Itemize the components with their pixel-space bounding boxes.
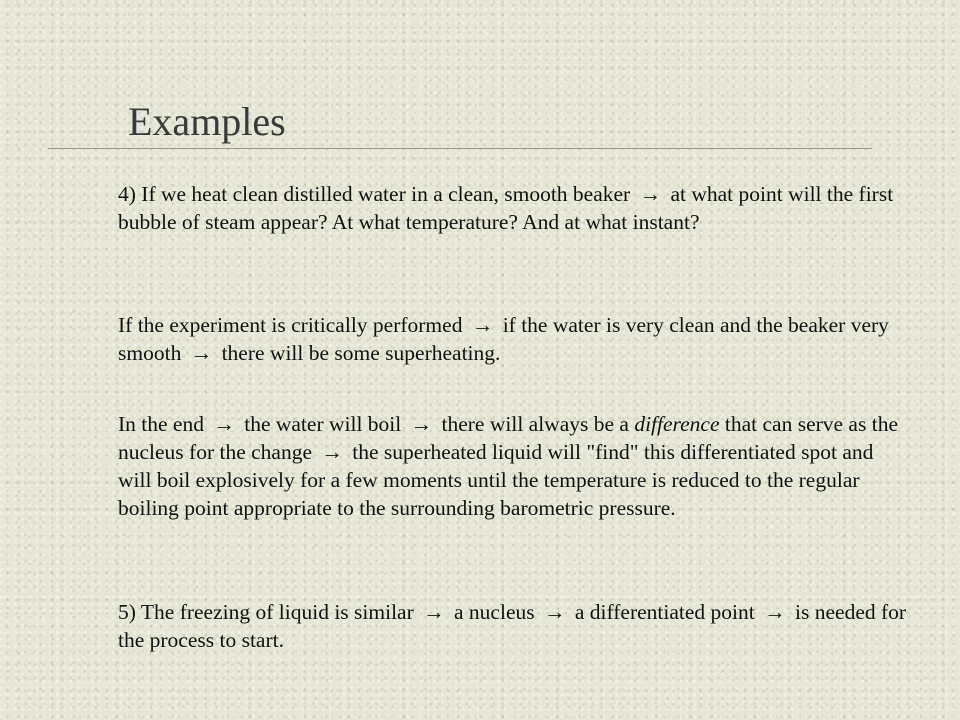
right-arrow-icon: → [190, 341, 213, 365]
right-arrow-icon: → [423, 600, 445, 624]
paragraph-superheating [118, 311, 908, 367]
p3-text-1: In the end [118, 412, 204, 436]
right-arrow-icon: → [764, 600, 786, 624]
p3-text-4: that can serve as the nucleus for the change [118, 412, 898, 464]
right-arrow-icon: → [410, 412, 433, 436]
title-divider [48, 148, 872, 149]
p3-text-5: the superheated liquid will "find" this differentiated spot and will boil explosively for a few moments until the temperature is reduced to the regular boiling point appropriate to the surrounding barometric pressure. [118, 440, 874, 520]
p4-text-3: a differentiated point [574, 600, 755, 624]
slide-title: Examples [128, 99, 286, 144]
p2-text-2: if the water is very clean and the beaker very smooth [118, 313, 889, 365]
right-arrow-icon: → [639, 182, 662, 206]
paragraph-example-4 [118, 180, 908, 236]
p4-text-4: is needed for the process to start. [118, 600, 907, 652]
right-arrow-icon: → [543, 600, 566, 624]
p3-text-2: the water will boil [244, 412, 402, 436]
paragraph-example-5 [118, 598, 908, 654]
p2-text-3: there will be some superheating. [221, 341, 501, 365]
p2-text-1: If the experiment is critically performed [118, 313, 463, 337]
p3-emphasis: difference [634, 412, 720, 436]
right-arrow-icon: → [471, 313, 494, 337]
paragraph-boiling [118, 410, 908, 522]
p3-text-3: there will always be a [441, 412, 629, 436]
p1-text-2: at what point will the first bubble of steam appear? At what temperature? And at what instant? [118, 182, 894, 234]
right-arrow-icon: → [321, 440, 343, 464]
p4-text-1: 5) The freezing of liquid is similar [118, 600, 414, 624]
right-arrow-icon: → [213, 412, 235, 436]
p1-text-1: 4) If we heat clean distilled water in a clean, smooth beaker [118, 182, 631, 206]
p4-text-2: a nucleus [454, 600, 535, 624]
